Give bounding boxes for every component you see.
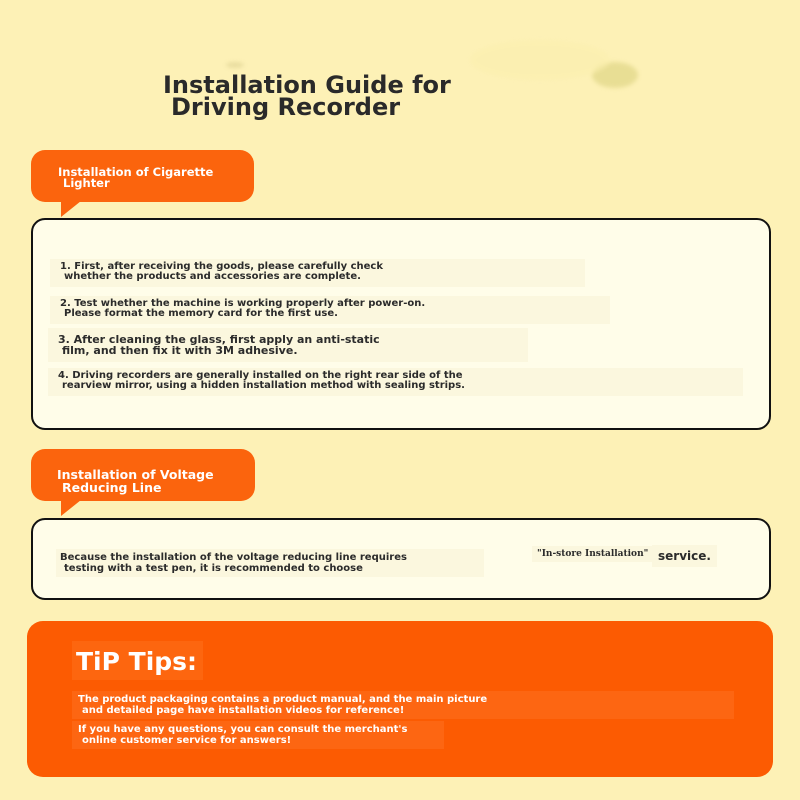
tip-2-line-2: online customer service for answers! [82, 735, 292, 746]
step-2-line-1: 2. Test whether the machine is working properly after power-on. [60, 298, 426, 309]
tip-2-line-1: If you have any questions, you can consult the merchant's [78, 724, 408, 735]
tip-item [72, 691, 734, 719]
section-heading-line-1: Installation of Voltage [57, 467, 214, 482]
step-3 [48, 328, 528, 362]
section-heading-cigarette-lighter [31, 150, 254, 202]
section-heading-text [57, 468, 214, 494]
tip-1-line-1: The product packaging contains a product manual, and the main picture [78, 694, 488, 705]
tip-1-line-2: and detailed page have installation videos for reference! [82, 705, 405, 716]
section-heading-line-2: Lighter [63, 176, 110, 190]
service-word: service. [652, 545, 717, 567]
section-heading-line-1: Installation of Cigarette [58, 165, 214, 179]
section-heading-text [58, 167, 213, 189]
in-store-installation-quote: "In-store Installation" [532, 546, 653, 562]
step-3-line-1: 3. After cleaning the glass, first apply an anti-static [58, 333, 380, 346]
tip-item [72, 721, 444, 749]
step-1-line-2: whether the products and accessories are complete. [64, 271, 361, 282]
step-4-line-1: 4. Driving recorders are generally installed on the right rear side of the [58, 370, 463, 381]
section-heading-voltage-reducing-line [31, 449, 255, 501]
step-1-line-1: 1. First, after receiving the goods, please carefully check [60, 261, 383, 272]
cigarette-lighter-steps-box [31, 218, 771, 430]
section-heading-line-2: Reducing Line [62, 480, 162, 495]
page-title-line-2: Driving Recorder [171, 93, 401, 121]
voltage-line-description [56, 549, 484, 577]
decorative-smudge [470, 40, 610, 80]
decorative-smudge [226, 62, 244, 68]
step-2 [50, 296, 610, 324]
step-3-line-2: film, and then fix it with 3M adhesive. [62, 344, 298, 357]
tips-title: TiP Tips: [72, 641, 203, 680]
voltage-line-description-line-2: testing with a test pen, it is recommended to choose [64, 563, 363, 574]
step-4 [48, 368, 743, 396]
step-2-line-2: Please format the memory card for the first use. [64, 308, 338, 319]
voltage-line-description-line-1: Because the installation of the voltage reducing line requires [60, 552, 407, 563]
page-title [163, 71, 451, 121]
page-title-line-1: Installation Guide for [163, 71, 451, 99]
step-1 [50, 259, 585, 287]
step-4-line-2: rearview mirror, using a hidden installation method with sealing strips. [62, 380, 465, 391]
